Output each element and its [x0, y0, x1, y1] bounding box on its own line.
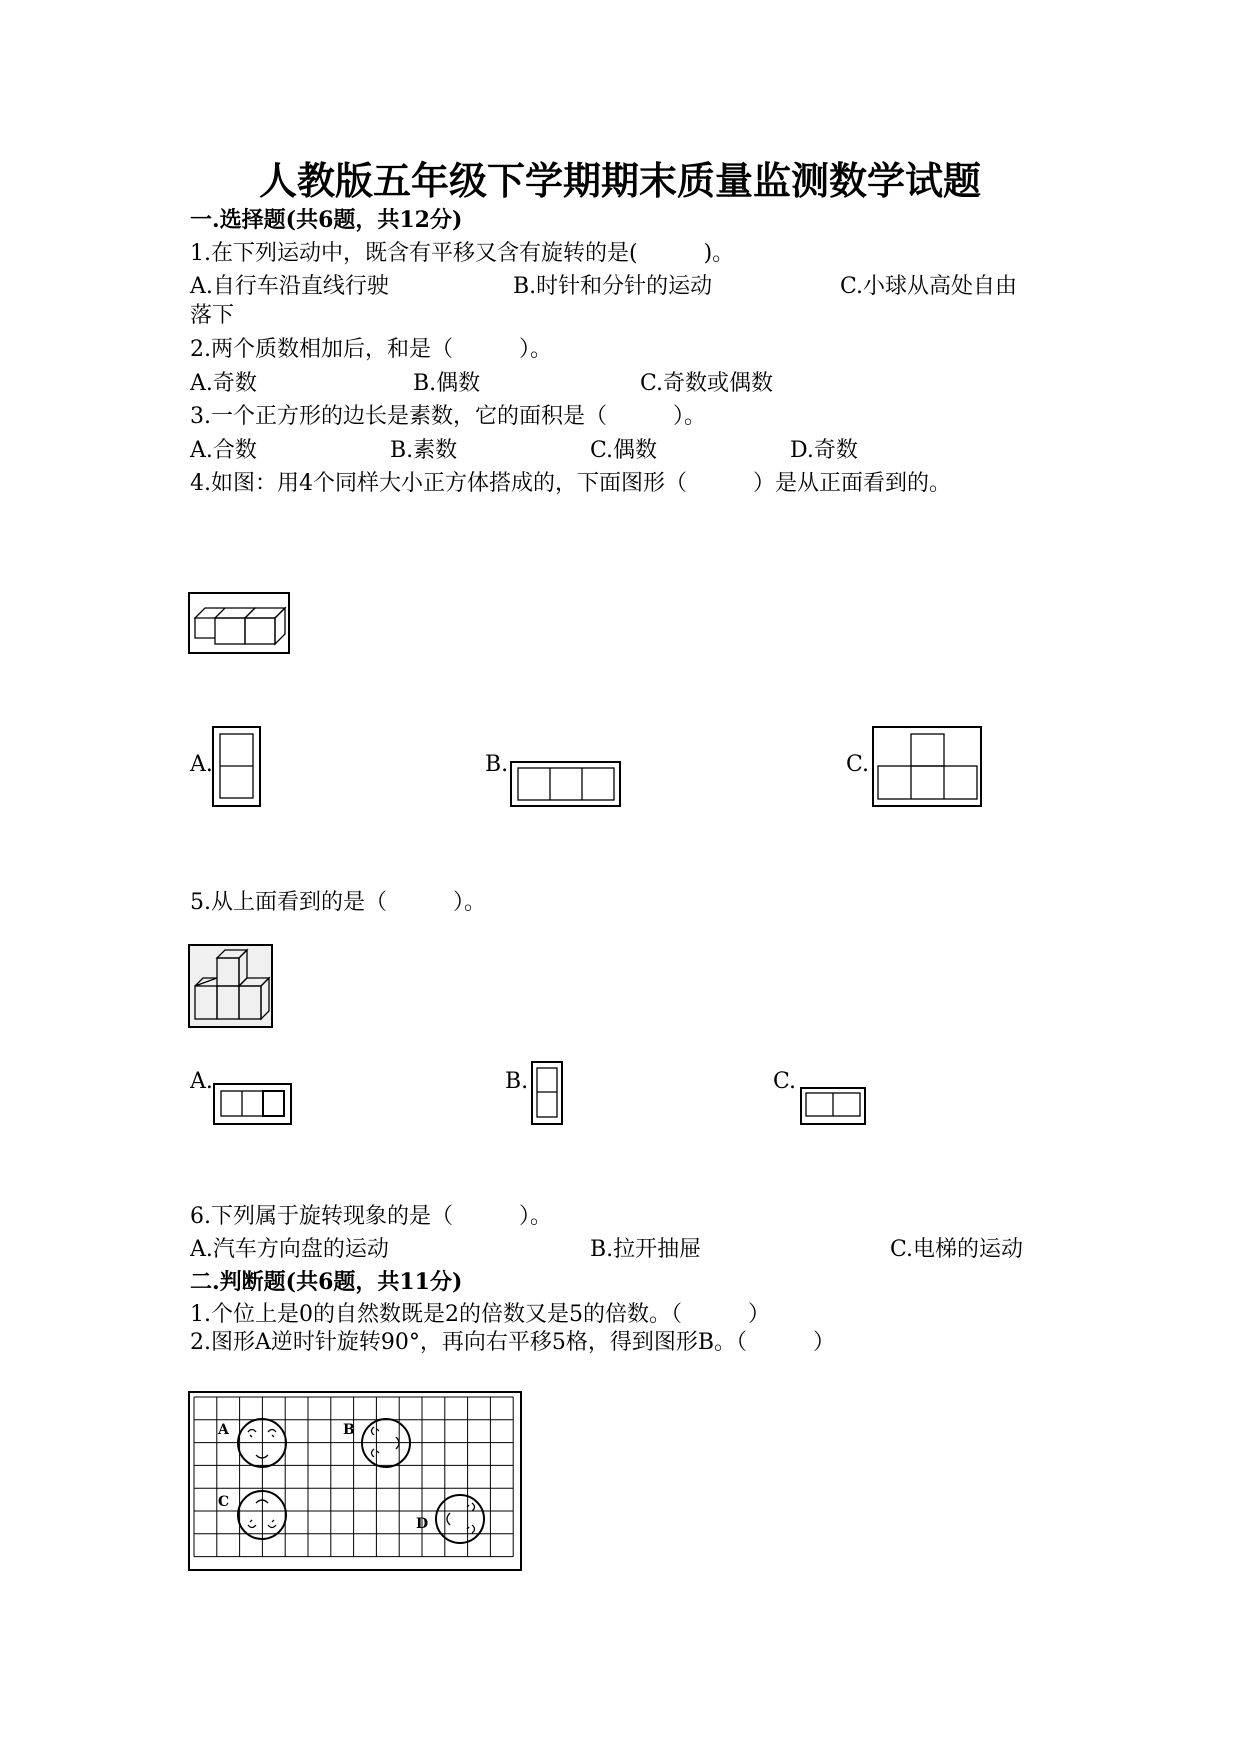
question-6-option-a[interactable]: A.汽车方向盘的运动 — [190, 1237, 389, 1262]
question-3-option-d[interactable]: D.奇数 — [790, 438, 858, 463]
question-1-stem: 1.在下列运动中，既含有平移又含有旋转的是( )。 — [190, 241, 735, 266]
question-5-cube-figure — [188, 944, 273, 1028]
question-6-option-c[interactable]: C.电梯的运动 — [890, 1237, 1024, 1262]
grid-lines — [194, 1397, 513, 1557]
question-1-option-b[interactable]: B.时针和分针的运动 — [513, 274, 713, 299]
shape-d-mark — [467, 1503, 475, 1511]
rotation-grid-figure — [188, 1391, 522, 1571]
question-4-cube-figure — [188, 592, 290, 654]
question-4-option-b-label[interactable]: B. — [485, 752, 509, 777]
section-heading-judgment: 二.判断题(共6题，共11分) — [190, 1269, 463, 1295]
question-3-stem: 3.一个正方形的边长是素数，它的面积是（ ）。 — [190, 404, 706, 429]
shape-a-mark — [268, 1430, 276, 1438]
question-5-stem: 5.从上面看到的是（ ）。 — [190, 890, 486, 915]
question-4-stem: 4.如图：用4个同样大小正方体搭成的，下面图形（ ）是从正面看到的。 — [190, 471, 951, 496]
question-4-option-b-figure[interactable] — [510, 761, 622, 808]
question-2-option-c[interactable]: C.奇数或偶数 — [640, 371, 774, 396]
question-6-stem: 6.下列属于旋转现象的是（ ）。 — [190, 1204, 552, 1229]
question-4-option-a-figure[interactable] — [212, 726, 262, 808]
question-2-option-b[interactable]: B.偶数 — [413, 371, 481, 396]
judgment-2-stem: 2.图形A逆时针旋转90°，再向右平移5格，得到图形B。（ ） — [190, 1330, 836, 1355]
question-5-option-a-label[interactable]: A. — [190, 1069, 213, 1094]
shape-b-label: B — [343, 1422, 355, 1438]
shape-d — [416, 1495, 484, 1543]
question-4-option-c-figure[interactable] — [872, 726, 983, 808]
shape-d-mark — [447, 1513, 450, 1525]
question-1-option-a[interactable]: A.自行车沿直线行驶 — [190, 274, 389, 299]
shape-c — [218, 1491, 286, 1539]
question-4-option-a-label[interactable]: A. — [190, 752, 213, 777]
question-5-option-c-figure[interactable] — [800, 1087, 866, 1125]
question-5-option-a-figure[interactable] — [213, 1083, 292, 1125]
question-6-option-b[interactable]: B.拉开抽屉 — [590, 1237, 702, 1262]
question-2-option-a[interactable]: A.奇数 — [190, 371, 257, 396]
shape-b-mark — [372, 1427, 380, 1435]
shape-a-label: A — [218, 1422, 229, 1438]
shape-c-label: C — [218, 1494, 230, 1510]
shape-d-label: D — [416, 1516, 429, 1532]
shape-d-circle — [436, 1495, 484, 1543]
question-3-option-c[interactable]: C.偶数 — [590, 438, 658, 463]
question-1-option-c-continued: 落下 — [190, 303, 235, 328]
question-5-option-c-label[interactable]: C. — [773, 1069, 797, 1094]
question-1-option-c[interactable]: C.小球从高处自由 — [840, 274, 1018, 299]
shape-b-mark — [372, 1449, 380, 1457]
question-3-option-a[interactable]: A.合数 — [190, 438, 257, 463]
section-heading-choice: 一.选择题(共6题，共12分) — [190, 207, 463, 233]
shape-a-mark — [248, 1430, 256, 1438]
question-3-option-b[interactable]: B.素数 — [390, 438, 458, 463]
shape-c-mark — [268, 1520, 276, 1528]
page-title: 人教版五年级下学期期末质量监测数学试题 — [258, 158, 981, 203]
question-2-stem: 2.两个质数相加后，和是（ ）。 — [190, 337, 552, 362]
question-5-option-b-label[interactable]: B. — [505, 1069, 529, 1094]
judgment-1-stem: 1.个位上是0的自然数既是2的倍数又是5的倍数。（ ） — [190, 1302, 770, 1327]
question-4-option-c-label[interactable]: C. — [846, 752, 870, 777]
shape-c-mark — [248, 1520, 256, 1528]
question-5-option-b-figure[interactable] — [531, 1061, 564, 1125]
shape-d-mark — [467, 1525, 475, 1533]
